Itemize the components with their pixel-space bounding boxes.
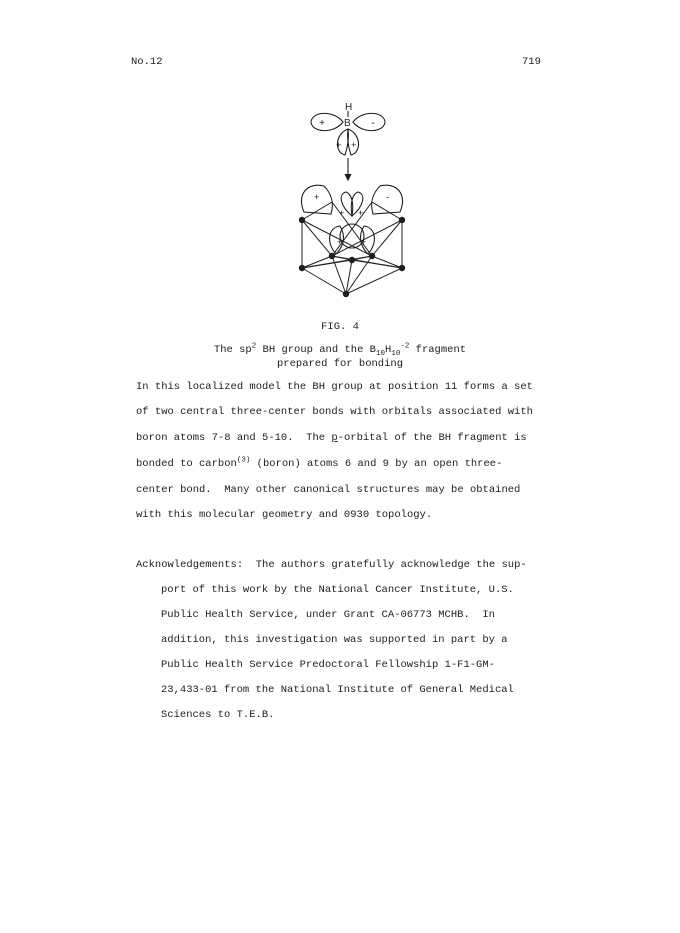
caption-line-2: prepared for bonding: [276, 358, 404, 370]
ack-heading: Acknowledgements:: [136, 559, 244, 571]
caption-text: The sp: [213, 344, 252, 356]
ack-line: Public Health Service, under Grant CA-06773 MCHB. In: [161, 609, 495, 621]
right-lobe: [353, 113, 385, 130]
lobe-sign: -: [385, 193, 391, 203]
figure-label: FIG. 4: [321, 321, 359, 333]
ack-line: Sciences to T.E.B.: [161, 709, 275, 721]
caption-text: fragment: [409, 344, 467, 356]
ack-line: 23,433-01 from the National Institute of General Medical: [161, 684, 514, 696]
body-line: center bond. Many other canonical structures may be obtained: [136, 484, 521, 496]
caption-subscript: 10: [375, 350, 385, 359]
body-underlined-text: p: [331, 432, 338, 444]
body-line: [136, 432, 527, 444]
caption-subscript: 10: [391, 350, 401, 359]
body-text: bonded to carbon: [136, 458, 237, 470]
caption-text: H: [385, 344, 392, 356]
lobe-sign: +: [337, 238, 343, 248]
arrow-head: [345, 174, 351, 180]
lobe-sign: +: [339, 209, 345, 219]
body-line: of two central three-center bonds with orbitals associated with: [136, 406, 533, 418]
lobe-sign: +: [361, 238, 367, 248]
left-lobe: [311, 113, 343, 130]
atom-label-h: H: [345, 102, 353, 113]
caption-line-1: [0, 342, 680, 359]
lobe-sign: +: [336, 141, 342, 151]
body-line: with this molecular geometry and 0930 topology.: [136, 509, 433, 521]
lobe-sign: +: [358, 209, 364, 219]
ack-text: The authors gratefully acknowledge the sup-: [255, 559, 527, 571]
page-number: 719: [522, 56, 541, 68]
journal-number: No.12: [131, 56, 163, 68]
body-text: -orbital of the BH fragment is: [337, 432, 527, 444]
lobe-sign: -: [370, 119, 377, 130]
caption-superscript: -2: [400, 342, 410, 351]
lobe-sign: +: [351, 141, 357, 151]
body-line: In this localized model the BH group at position 11 forms a set: [136, 381, 533, 393]
caption-superscript: 2: [251, 342, 257, 351]
ack-line: addition, this investigation was supported in part by a: [161, 634, 508, 646]
body-text: (boron) atoms 6 and 9 by an open three-: [250, 458, 503, 470]
body-line: [136, 458, 502, 470]
ack-line: [136, 559, 527, 571]
ack-line: Public Health Service Predoctoral Fellowship 1-F1-GM-: [161, 659, 495, 671]
ack-line: port of this work by the National Cancer Institute, U.S.: [161, 584, 514, 596]
body-text: boron atoms 7-8 and 5-10.: [136, 432, 294, 444]
body-text: The: [306, 432, 332, 444]
caption-text: BH group and the B: [256, 344, 376, 356]
atom-label-b: B: [344, 118, 351, 129]
citation-superscript: (3): [236, 456, 251, 465]
lobe-sign: +: [314, 193, 320, 203]
lobe-sign: +: [319, 119, 326, 130]
figure-diagram: [288, 96, 420, 306]
